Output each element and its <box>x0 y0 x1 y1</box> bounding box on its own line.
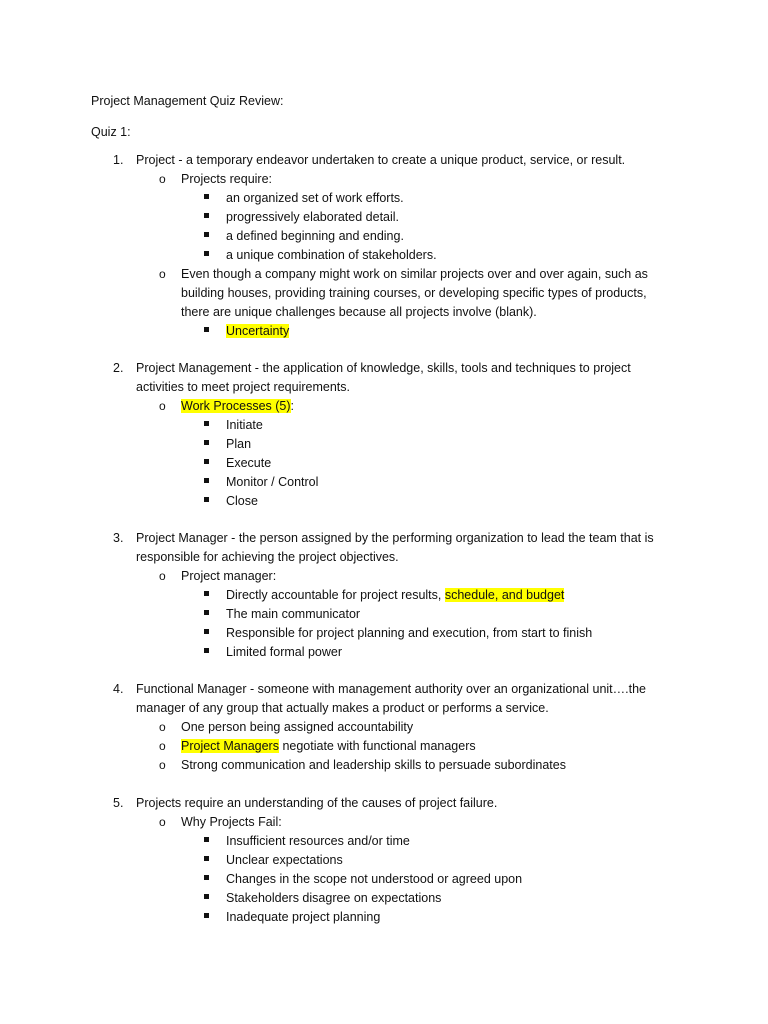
highlighted-bullet-text: Uncertainty <box>226 324 290 338</box>
item-number: 5. <box>113 796 124 810</box>
sub-item-text: building houses, providing training courses, or developing specific types of products, <box>181 286 647 300</box>
sub-item-text: One person being assigned accountability <box>181 720 414 734</box>
square-bullet-icon <box>204 497 209 502</box>
circle-bullet-icon: o <box>159 739 166 753</box>
item-text: Projects require an understanding of the causes of project failure. <box>136 796 498 810</box>
bullet-text: Insufficient resources and/or time <box>226 834 410 848</box>
bullet-text: an organized set of work efforts. <box>226 191 404 205</box>
quiz-heading: Quiz 1: <box>91 125 131 139</box>
item-text: Project - a temporary endeavor undertaken to create a unique product, service, or result. <box>136 153 626 167</box>
square-bullet-icon <box>204 251 209 256</box>
bullet-text: Changes in the scope not understood or agreed upon <box>226 872 523 886</box>
bullet-text: The main communicator <box>226 607 361 621</box>
square-bullet-icon <box>204 837 209 842</box>
document-title: Project Management Quiz Review: <box>91 94 284 108</box>
sub-item-text: Projects require: <box>181 172 273 186</box>
square-bullet-icon <box>204 629 209 634</box>
square-bullet-icon <box>204 232 209 237</box>
bullet-text: Limited formal power <box>226 645 343 659</box>
bullet-text: Unclear expectations <box>226 853 343 867</box>
sub-item-text: Even though a company might work on similar projects over and over again, such as <box>181 267 648 281</box>
circle-bullet-icon: o <box>159 399 166 413</box>
item-text: responsible for achieving the project objectives. <box>136 550 399 564</box>
item-text: Functional Manager - someone with management authority over an organizational unit….the <box>136 682 647 696</box>
sub-item-text: Why Projects Fail: <box>181 815 282 829</box>
item-number: 3. <box>113 531 124 545</box>
circle-bullet-icon: o <box>159 172 166 186</box>
item-text: Project Manager - the person assigned by the performing organization to lead the team that is <box>136 531 654 545</box>
square-bullet-icon <box>204 648 209 653</box>
highlighted-text: Work Processes (5) <box>181 399 291 413</box>
bullet-text: Responsible for project planning and execution, from start to finish <box>226 626 593 640</box>
square-bullet-icon <box>204 856 209 861</box>
bullet-text: Inadequate project planning <box>226 910 381 924</box>
square-bullet-icon <box>204 213 209 218</box>
square-bullet-icon <box>204 327 209 332</box>
bullet-text: a defined beginning and ending. <box>226 229 404 243</box>
highlighted-text: schedule, and budget <box>444 588 565 602</box>
square-bullet-icon <box>204 610 209 615</box>
bullet-text: a unique combination of stakeholders. <box>226 248 437 262</box>
square-bullet-icon <box>204 894 209 899</box>
circle-bullet-icon: o <box>159 720 166 734</box>
square-bullet-icon <box>204 459 209 464</box>
item-number: 2. <box>113 361 124 375</box>
bullet-text: Plan <box>226 437 252 451</box>
circle-bullet-icon: o <box>159 758 166 772</box>
square-bullet-icon <box>204 875 209 880</box>
sub-item-text: Strong communication and leadership skills to persuade subordinates <box>181 758 566 772</box>
item-text: activities to meet project requirements. <box>136 380 350 394</box>
bullet-text: progressively elaborated detail. <box>226 210 400 224</box>
item-number: 4. <box>113 682 124 696</box>
square-bullet-icon <box>204 913 209 918</box>
square-bullet-icon <box>204 478 209 483</box>
circle-bullet-icon: o <box>159 569 166 583</box>
item-text: Project Management - the application of knowledge, skills, tools and techniques to project <box>136 361 631 375</box>
circle-bullet-icon: o <box>159 267 166 281</box>
bullet-text: Stakeholders disagree on expectations <box>226 891 442 905</box>
highlighted-text: Project Managers <box>181 739 279 753</box>
sub-item-suffix: : <box>290 399 294 413</box>
bullet-text: Monitor / Control <box>226 475 319 489</box>
bullet-text: Initiate <box>226 418 263 432</box>
sub-item-suffix: negotiate with functional managers <box>278 739 476 753</box>
square-bullet-icon <box>204 440 209 445</box>
bullet-text: Close <box>226 494 258 508</box>
bullet-text: Directly accountable for project results, <box>226 588 445 602</box>
square-bullet-icon <box>204 194 209 199</box>
sub-item-text: Project manager: <box>181 569 277 583</box>
square-bullet-icon <box>204 421 209 426</box>
square-bullet-icon <box>204 591 209 596</box>
bullet-text: Execute <box>226 456 272 470</box>
sub-item-text: there are unique challenges because all projects involve (blank). <box>181 305 537 319</box>
circle-bullet-icon: o <box>159 815 166 829</box>
item-text: manager of any group that actually makes a product or performs a service. <box>136 701 549 715</box>
item-number: 1. <box>113 153 124 167</box>
